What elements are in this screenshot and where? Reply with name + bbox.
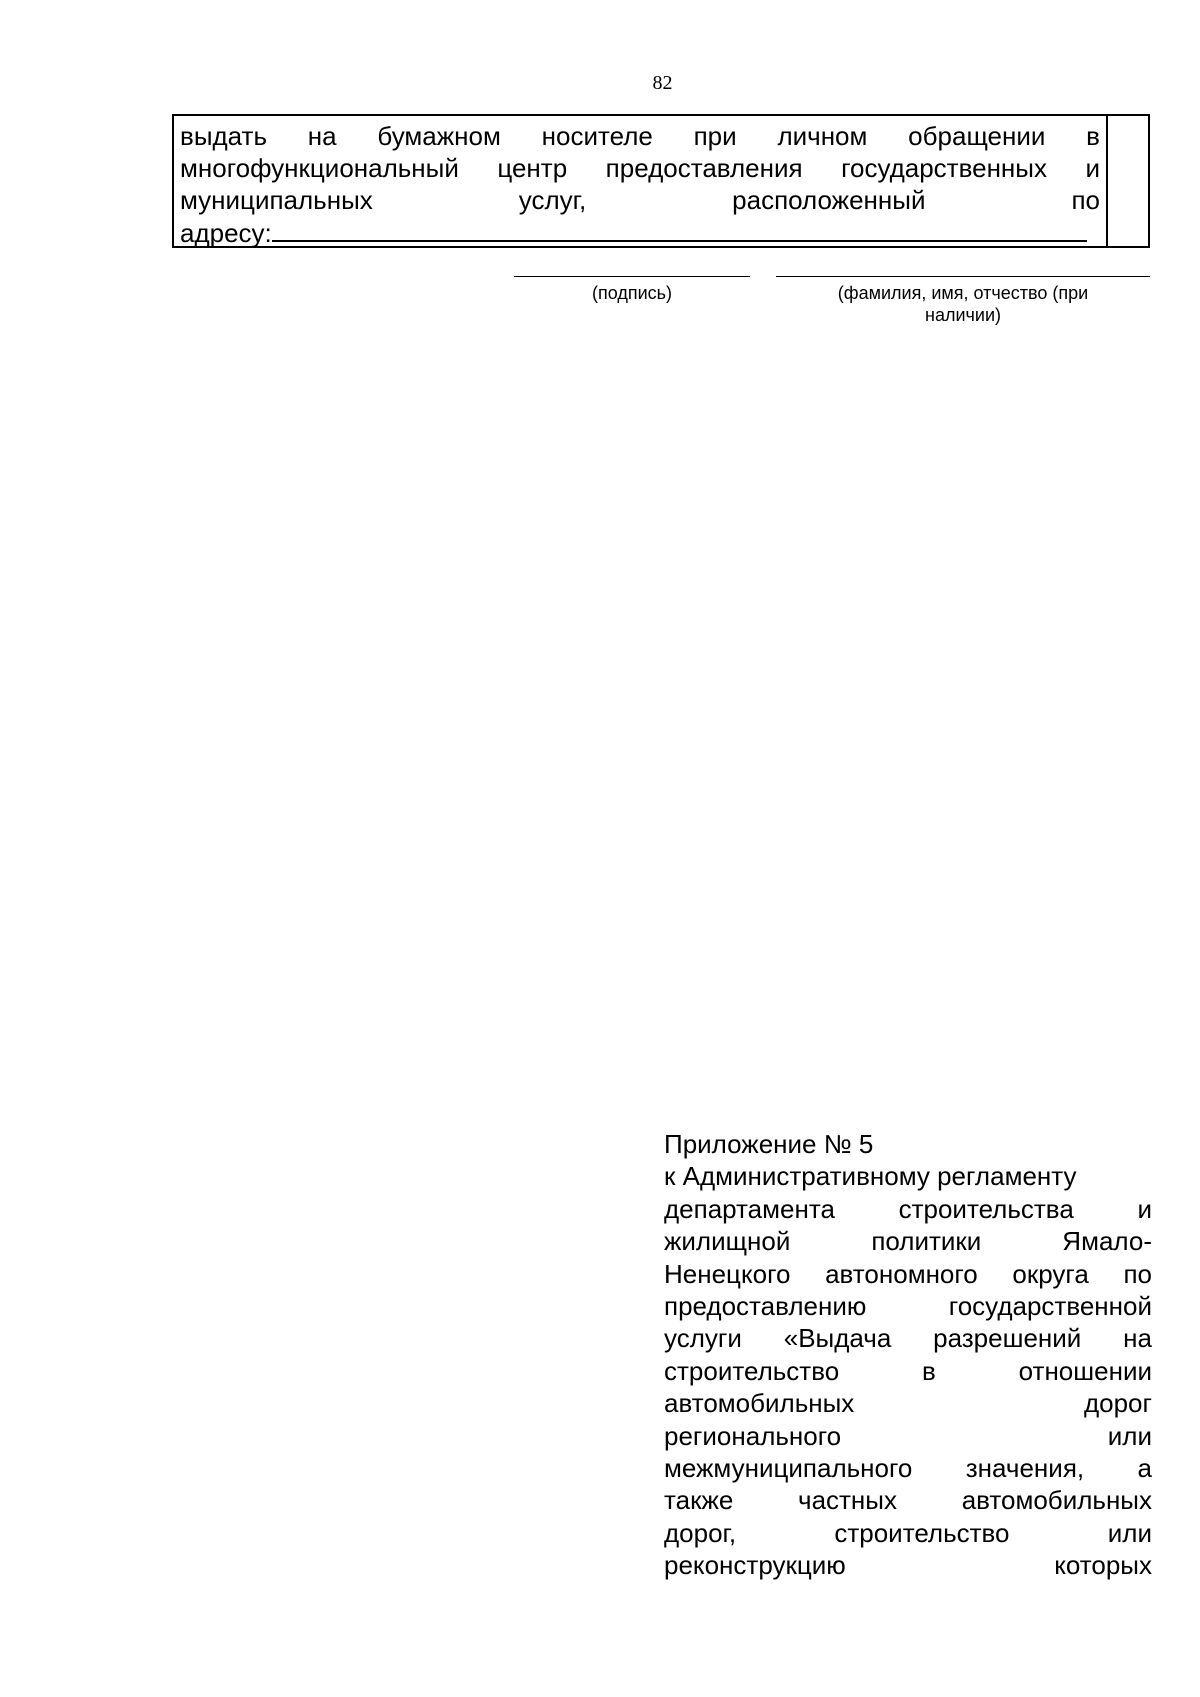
option-line-3: муниципальных услуг, расположенный по [180, 185, 1100, 215]
signature-caption: (подпись) [591, 283, 673, 303]
appendix-title: Приложение № 5 [664, 1129, 874, 1159]
appendix-line: жилищной политики Ямало- [664, 1226, 1152, 1257]
appendix-line: межмуниципального значения, а [664, 1453, 1152, 1484]
option-line-1: выдать на бумажном носителе при личном обращении в [180, 121, 1100, 151]
full-name-caption-line-2: наличии) [925, 305, 1001, 325]
full-name-caption-line-1: (фамилия, имя, отчество (при [837, 283, 1089, 303]
delivery-option-text [174, 116, 1108, 246]
option-line-2: многофункциональный центр предоставления государственных и [180, 153, 1100, 183]
appendix-line: департамента строительства и [664, 1193, 1152, 1224]
appendix-line: Ненецкого автономного округа по [664, 1258, 1152, 1289]
full-name-caption [776, 282, 1150, 326]
delivery-option-table [172, 114, 1150, 248]
address-label: адресу: [180, 218, 272, 248]
address-fill-line [272, 216, 1087, 242]
appendix-line: строительство в отношении [664, 1355, 1152, 1386]
appendix-line: регионального или [664, 1420, 1152, 1451]
appendix-line: дорог, строительство или [664, 1517, 1152, 1548]
signature-line [514, 276, 750, 277]
appendix-line: к Административному регламенту [664, 1161, 1077, 1192]
appendix-line: услуги «Выдача разрешений на [664, 1323, 1152, 1354]
option-checkbox-cell[interactable] [1108, 116, 1148, 246]
appendix-line: также частных автомобильных [664, 1485, 1152, 1516]
page-number: 82 [652, 72, 673, 94]
appendix-heading [664, 1128, 1152, 1582]
appendix-line: реконструкцию которых [664, 1550, 1152, 1581]
full-name-line [776, 276, 1150, 277]
option-line-4 [180, 216, 1100, 249]
appendix-line: предоставлению государственной [664, 1291, 1152, 1322]
appendix-line: автомобильных дорог [664, 1388, 1152, 1419]
